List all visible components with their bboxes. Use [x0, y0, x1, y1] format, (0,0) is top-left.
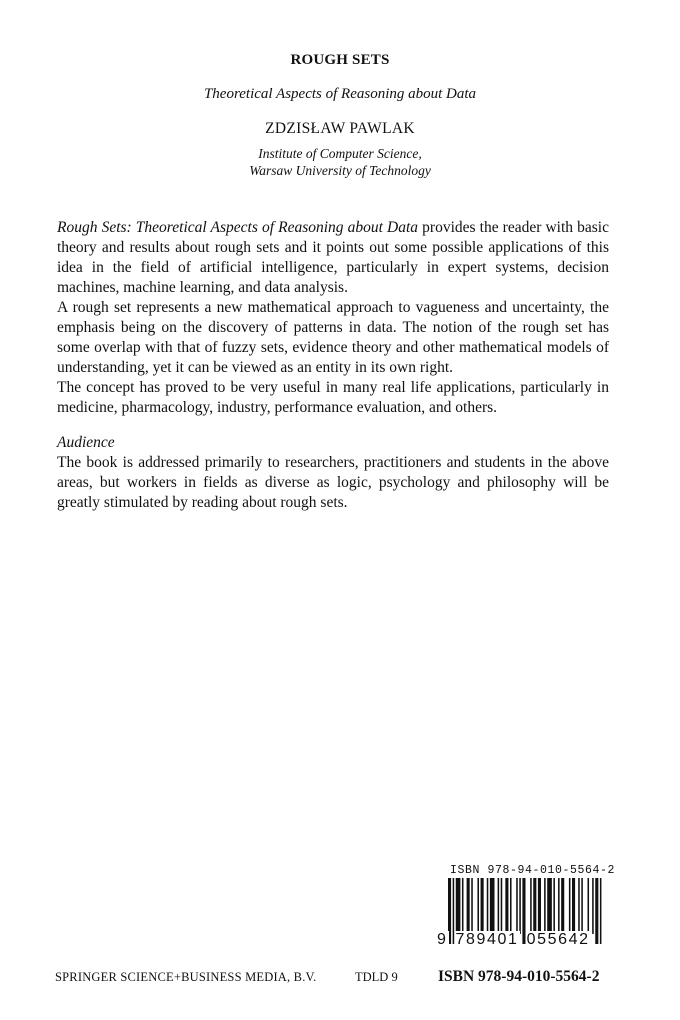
barcode-bar: [558, 878, 560, 934]
barcode-bar: [490, 878, 495, 934]
barcode-bar: [516, 878, 518, 934]
description-paragraph-1: [57, 218, 609, 298]
barcode-bar: [487, 878, 489, 934]
affiliation-line-1: Institute of Computer Science,: [258, 146, 422, 161]
description-paragraph-3: The concept has proved to be very useful in many real life applications, particularly in medicine, pharmacology, industry, performance evaluation, and others.: [57, 379, 609, 416]
barcode-digits-left: 789401: [455, 931, 519, 948]
audience-heading: Audience: [57, 434, 115, 451]
book-title: ROUGH SETS: [290, 52, 390, 68]
barcode-bar: [581, 878, 583, 934]
barcode-bar: [519, 878, 521, 934]
barcode-bar: [505, 878, 508, 934]
author-affiliation: [0, 145, 680, 179]
barcode-bar: [481, 878, 484, 934]
barcode-bar: [510, 878, 512, 934]
barcode-bar: [592, 878, 594, 934]
audience-text: The book is addressed primarily to researchers, practitioners and students in the above areas, but workers in fields as diverse as logic, psychology and philosophy will be greatly stimulated by reading about rough sets.: [57, 454, 609, 511]
book-title-reference: Rough Sets: Theoretical Aspects of Reasoning about Data: [57, 219, 419, 236]
publisher-name: SPRINGER SCIENCE+BUSINESS MEDIA, B.V.: [55, 970, 317, 984]
barcode-digits-right: 055642: [526, 931, 590, 948]
description-body: [57, 218, 609, 513]
description-paragraph-2: A rough set represents a new mathematical approach to vagueness and uncertainty, the emphasis being on the discovery of patterns in data. The notion of the rough set has some overlap with that of fuzzy sets, evidence theory and other mathematical models of understanding, yet it can be viewed as an entity in its own right.: [57, 299, 609, 376]
barcode-bar: [561, 878, 564, 934]
isbn-footer: ISBN 978-94-010-5564-2: [438, 968, 600, 985]
barcode-bar: [553, 878, 555, 934]
barcode-bar: [578, 878, 580, 934]
barcode-bar: [456, 878, 461, 934]
barcode-bar: [462, 878, 464, 934]
description-paragraph-1-text: provides the reader with basic theory and results about rough sets and it points out some possible applications of this idea in the field of artificial intelligence, particularly in expert systems, decision machines, machine learning, and data analysis.: [57, 219, 609, 296]
barcode-bar: [467, 878, 470, 934]
barcode-bar: [569, 878, 571, 934]
barcode-bar: [477, 878, 479, 934]
barcode-bar: [533, 878, 536, 934]
barcode-bar: [538, 878, 541, 934]
barcode-bar: [544, 878, 546, 934]
barcode-digits: [436, 931, 614, 949]
barcode-bar: [501, 878, 503, 934]
barcode-digit-first: 9: [437, 931, 448, 948]
barcode-isbn-label: ISBN 978-94-010-5564-2: [449, 864, 615, 877]
barcode-bar: [572, 878, 575, 934]
barcode-bar: [471, 878, 473, 934]
barcode-bar: [498, 878, 500, 934]
author-name: ZDZISŁAW PAWLAK: [265, 120, 415, 137]
book-subtitle: Theoretical Aspects of Reasoning about Data: [203, 86, 477, 102]
barcode-bar: [588, 878, 590, 934]
catalog-code: TDLD 9: [355, 970, 398, 984]
barcode-bar: [547, 878, 552, 934]
affiliation-line-2: Warsaw University of Technology: [249, 163, 431, 178]
